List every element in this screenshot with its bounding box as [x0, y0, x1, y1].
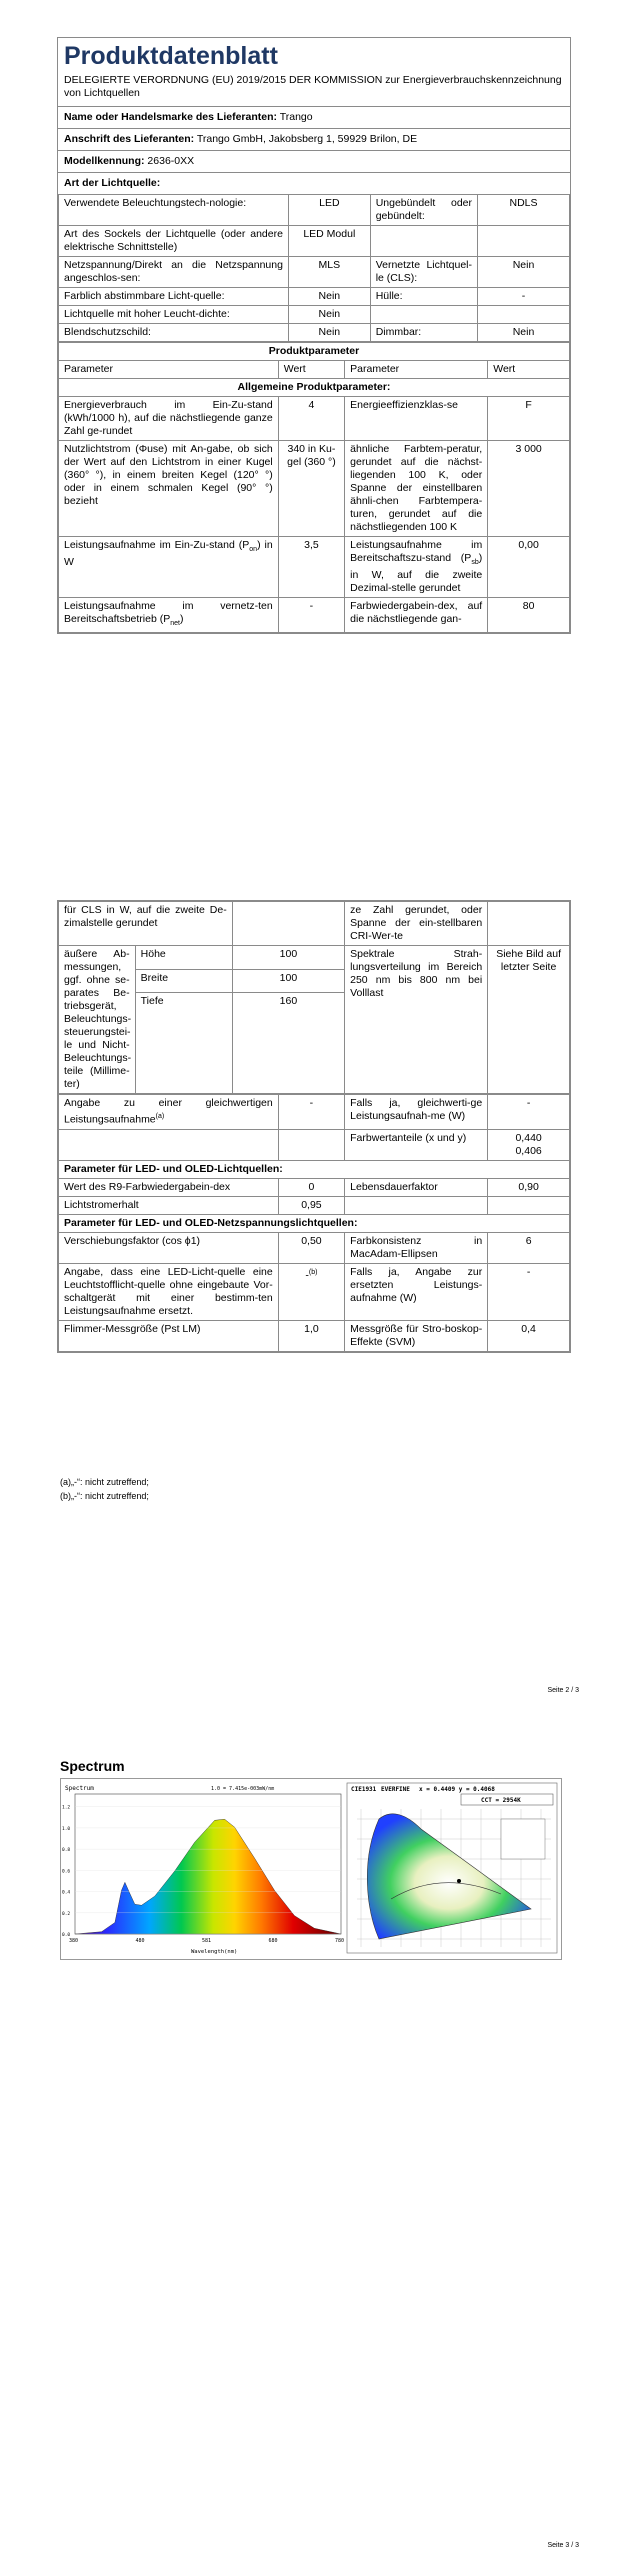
type-row [59, 324, 570, 342]
spectrum-note: 1.0 = 7.415e-003mW/nm [211, 1786, 275, 1792]
cie-point [457, 1879, 461, 1883]
type-row [59, 288, 570, 306]
continued-table [58, 901, 570, 1094]
net-label-left: Flimmer-Messgröße (Pst LM) [59, 1320, 279, 1351]
param2-label-left [59, 1129, 279, 1160]
col-wert-1: Wert [278, 361, 344, 379]
param2-label-right: Falls ja, gleichwerti-ge Leistungsaufnah-me (W) [345, 1095, 488, 1130]
type-label-left: Verwendete Beleuchtungstech-nologie: [59, 195, 289, 226]
type-value-left: Nein [288, 288, 370, 306]
allgemeine-heading: Allgemeine Produktparameter: [59, 379, 570, 397]
param2-row [59, 1095, 570, 1130]
param-value-left: 340 in Ku-gel (360 °) [278, 441, 344, 537]
dim-value-hoehe: 100 [232, 946, 344, 970]
col-wert-2: Wert [488, 361, 570, 379]
param-value-right: 3 000 [488, 441, 570, 537]
led-row [59, 1196, 570, 1214]
param-label-left: Nutzlichtstrom (Φuse) mit An-gabe, ob sich der Wert auf den Lichtstrom in einer Kugel (360° °), in einem breiten Kegel (120° °) oder in einem schmalen Kegel (90° °) bezieht [59, 441, 279, 537]
net-label-right: Farbkonsistenz in MacAdam-Ellipsen [345, 1232, 488, 1263]
led-value-left: 0,95 [278, 1196, 344, 1214]
spectrum-svg [61, 1779, 561, 1959]
param-value-right: 0,00 [488, 537, 570, 598]
supplier-address-label: Anschrift des Lieferanten: [64, 133, 195, 145]
param-label-left: Leistungsaufnahme im Ein-Zu-stand $(P_{on})$ in W [59, 537, 279, 598]
type-row [59, 226, 570, 257]
param2-value-right: - [488, 1095, 570, 1130]
param-value-left: 4 [278, 397, 344, 441]
spectrum-heading: Spectrum [60, 1758, 125, 1774]
type-label-left: Farblich abstimmbare Licht-quelle: [59, 288, 289, 306]
type-row [59, 257, 570, 288]
net-heading: Parameter für LED- und OLED-Netzspannungslichtquellen: [59, 1214, 570, 1232]
type-label-right: Ungebündelt oder gebündelt: [370, 195, 477, 226]
type-value-left: MLS [288, 257, 370, 288]
param-label-right: Energieeffizienzklas-se [345, 397, 488, 441]
net-row [59, 1263, 570, 1320]
model-label: Modellkennung: [64, 155, 145, 167]
type-value-left: Nein [288, 324, 370, 342]
net-label-right: Falls ja, Angabe zur ersetzten Leistungs-aufnahme (W) [345, 1263, 488, 1320]
model-row [58, 151, 570, 173]
type-value-right: NDLS [478, 195, 570, 226]
spectrum-ytick: 0.4 [62, 1890, 71, 1896]
spectral-label: Spektrale Strah-lungsverteilung im Bereich 250 nm bis 800 nm bei Volllast [345, 946, 488, 1094]
spectrum-ytick: 1.0 [62, 1826, 71, 1832]
net-value-left: 1,0 [278, 1320, 344, 1351]
led-row [59, 1178, 570, 1196]
dim-key-tiefe: Tiefe [135, 993, 232, 1094]
led-heading: Parameter für LED- und OLED-Lichtquellen: [59, 1160, 570, 1178]
spectrum-chart-label: Spectrum [65, 1785, 94, 1792]
param-value-left: 3,5 [278, 537, 344, 598]
param-label-left: Leistungsaufnahme im vernetz-ten Bereitschaftsbetrieb $(P_{net})$ [59, 598, 279, 633]
net-label-right: Messgröße für Stro-boskop-Effekte (SVM) [345, 1320, 488, 1351]
cie-title: CIE1931 [351, 1786, 377, 1793]
type-value-right: Nein [478, 324, 570, 342]
param2-value-left: - [278, 1095, 344, 1130]
type-label-left: Art des Sockels der Lichtquelle (oder andere elektrische Schnittstelle) [59, 226, 289, 257]
model-value: 2636-0XX [147, 155, 195, 167]
led-value-left: 0 [278, 1178, 344, 1196]
type-value-right: - [478, 288, 570, 306]
param-value-left: - [278, 598, 344, 633]
spectrum-xtick: 480 [135, 1938, 145, 1944]
param2-label-left: Angabe zu einer gleichwertigen Leistungsaufnahme$^{(a)}$ [59, 1095, 279, 1130]
cie-legend [501, 1819, 545, 1859]
net-value-right: 6 [488, 1232, 570, 1263]
net-value-left: -$^{(b)}$ [278, 1263, 344, 1320]
param2-label-right: Farbwertanteile (x und y) [345, 1129, 488, 1160]
net-value-right: - [488, 1263, 570, 1320]
type-table [58, 194, 570, 342]
param2-value-left [278, 1129, 344, 1160]
net-label-left: Verschiebungsfaktor (cos ϕ1) [59, 1232, 279, 1263]
spectrum-ytick: 0.0 [62, 1933, 71, 1938]
type-label-left: Lichtquelle mit hoher Leucht-dichte: [59, 306, 289, 324]
param-value-right: 80 [488, 598, 570, 633]
supplier-name: Trango [279, 111, 313, 123]
dim-key-hoehe: Höhe [135, 946, 232, 970]
param-row [59, 441, 570, 537]
spectrum-xtick: 380 [69, 1938, 79, 1944]
type-value-right [478, 226, 570, 257]
type-value-left: LED Modul [288, 226, 370, 257]
type-value-right [478, 306, 570, 324]
type-label-right: Dimmbar: [370, 324, 477, 342]
type-row [59, 306, 570, 324]
supplier-name-label: Name oder Handelsmarke des Lieferanten: [64, 111, 277, 123]
supplier-address: Trango GmbH, Jakobsberg 1, 59929 Brilon, DE [196, 133, 418, 145]
type-label-right [370, 306, 477, 324]
param-row [59, 537, 570, 598]
param-row [59, 397, 570, 441]
spectrum-xtick: 581 [202, 1938, 212, 1944]
cls-cont-label: für CLS in W, auf die zweite De-zimalstelle gerundet [59, 902, 233, 946]
regulation-text: DELEGIERTE VERORDNUNG (EU) 2019/2015 DER KOMMISSION zur Energieverbrauchskennzeichnung von Lichtquellen [58, 72, 570, 107]
page-number-3: Seite 3 / 3 [547, 2542, 579, 2549]
spectrum-figure [60, 1778, 562, 1960]
spectrum-xtick: 780 [335, 1938, 345, 1944]
col-param-1: Parameter [59, 361, 279, 379]
col-param-2: Parameter [345, 361, 488, 379]
dim-value-breite: 100 [232, 969, 344, 993]
page-1 [0, 0, 624, 845]
type-label-left: Netzspannung/Direkt an die Netzspannung angeschlos-sen: [59, 257, 289, 288]
supplier-address-row [58, 129, 570, 151]
footnote-a: (a)„-“: nicht zutreffend; [60, 1477, 149, 1487]
cie-xy: x = 0.4409 y = 0.4068 [419, 1786, 495, 1793]
datasheet-table [57, 37, 571, 634]
net-row [59, 1320, 570, 1351]
param-row [59, 598, 570, 633]
type-header-text: Art der Lichtquelle: [64, 177, 161, 189]
type-label-right: Hülle: [370, 288, 477, 306]
page-2 [0, 845, 624, 1700]
led-label-left: Wert des R9-Farbwiedergabein-dex [59, 1178, 279, 1196]
dim-key-breite: Breite [135, 969, 232, 993]
net-row [59, 1232, 570, 1263]
spectrum-xlabel: Wavelength(nm) [191, 1949, 238, 1955]
type-value-left: Nein [288, 306, 370, 324]
param-table [58, 342, 570, 633]
spectrum-ytick: 0.2 [62, 1911, 71, 1917]
type-label-left: Blendschutzschild: [59, 324, 289, 342]
param-value-right: F [488, 397, 570, 441]
produktparameter-heading: Produktparameter [59, 343, 570, 361]
net-label-left: Angabe, dass eine LED-Licht-quelle eine Leuchtstofflicht-quelle ohne eingebaute Vor-schaltgerät mit einer bestimm-ten Leistungsaufnahme ersetzt. [59, 1263, 279, 1320]
led-value-right: 0,90 [488, 1178, 570, 1196]
param-label-right: ähnliche Farbtem-peratur, gerundet auf die nächst-liegenden 100 K, oder Spanne der einstellbaren ähnli-chen Farbtempera-turen, gerundet auf die nächstliegenden 100 K [345, 441, 488, 537]
page-title: Produktdatenblatt [64, 42, 278, 70]
type-header [58, 173, 570, 194]
led-label-right [345, 1196, 488, 1214]
spectral-value: Siehe Bild auf letzter Seite [488, 946, 570, 1094]
dim-value-tiefe: 160 [232, 993, 344, 1094]
footnote-b: (b)„-“: nicht zutreffend; [60, 1491, 149, 1501]
spectrum-ytick: 0.6 [62, 1869, 71, 1875]
dimensions-label: äußere Ab-messungen, ggf. ohne se-parates Be-triebsgerät, Beleuchtungs-steuerungstei-le und Nicht-Beleuchtungs-teile (Millime-ter) [59, 946, 136, 1094]
type-value-right: Nein [478, 257, 570, 288]
param-label-left: Energieverbrauch im Ein-Zu-stand (kWh/1000 h), auf die nächstliegende ganze Zahl ge-rundet [59, 397, 279, 441]
supplier-name-row [58, 107, 570, 129]
page-number-2: Seite 2 / 3 [547, 1687, 579, 1694]
spectrum-ytick: 1.2 [62, 1805, 71, 1811]
type-label-right: Vernetzte Lichtquel-le (CLS): [370, 257, 477, 288]
led-label-right: Lebensdauerfaktor [345, 1178, 488, 1196]
led-value-right [488, 1196, 570, 1214]
net-value-right: 0,4 [488, 1320, 570, 1351]
spectrum-ytick: 0.8 [62, 1848, 71, 1854]
cie-brand: EVERFINE [381, 1786, 410, 1793]
cie-chart [347, 1783, 557, 1953]
cri-cont-label: ze Zahl gerundet, oder Spanne der ein-stellbaren CRI-Wer-te [345, 902, 488, 946]
param-label-right: Leistungsaufnahme im Bereitschaftszu-stand $(P_{sb})$ in W, auf die zweite Dezimal-stelle gerundet [345, 537, 488, 598]
param-label-right: Farbwiedergabein-dex, auf die nächstliegende gan- [345, 598, 488, 633]
cie-cct: CCT = 2954K [481, 1797, 521, 1804]
datasheet-table-continued [57, 900, 571, 1353]
spectrum-xtick: 680 [268, 1938, 278, 1944]
led-label-left: Lichtstromerhalt [59, 1196, 279, 1214]
type-value-left: LED [288, 195, 370, 226]
page-3 [0, 1700, 624, 2560]
net-value-left: 0,50 [278, 1232, 344, 1263]
param2-row [59, 1129, 570, 1160]
p2-table [58, 1094, 570, 1352]
type-label-right [370, 226, 477, 257]
type-row [59, 195, 570, 226]
param2-value-right: 0,440 0,406 [488, 1129, 570, 1160]
